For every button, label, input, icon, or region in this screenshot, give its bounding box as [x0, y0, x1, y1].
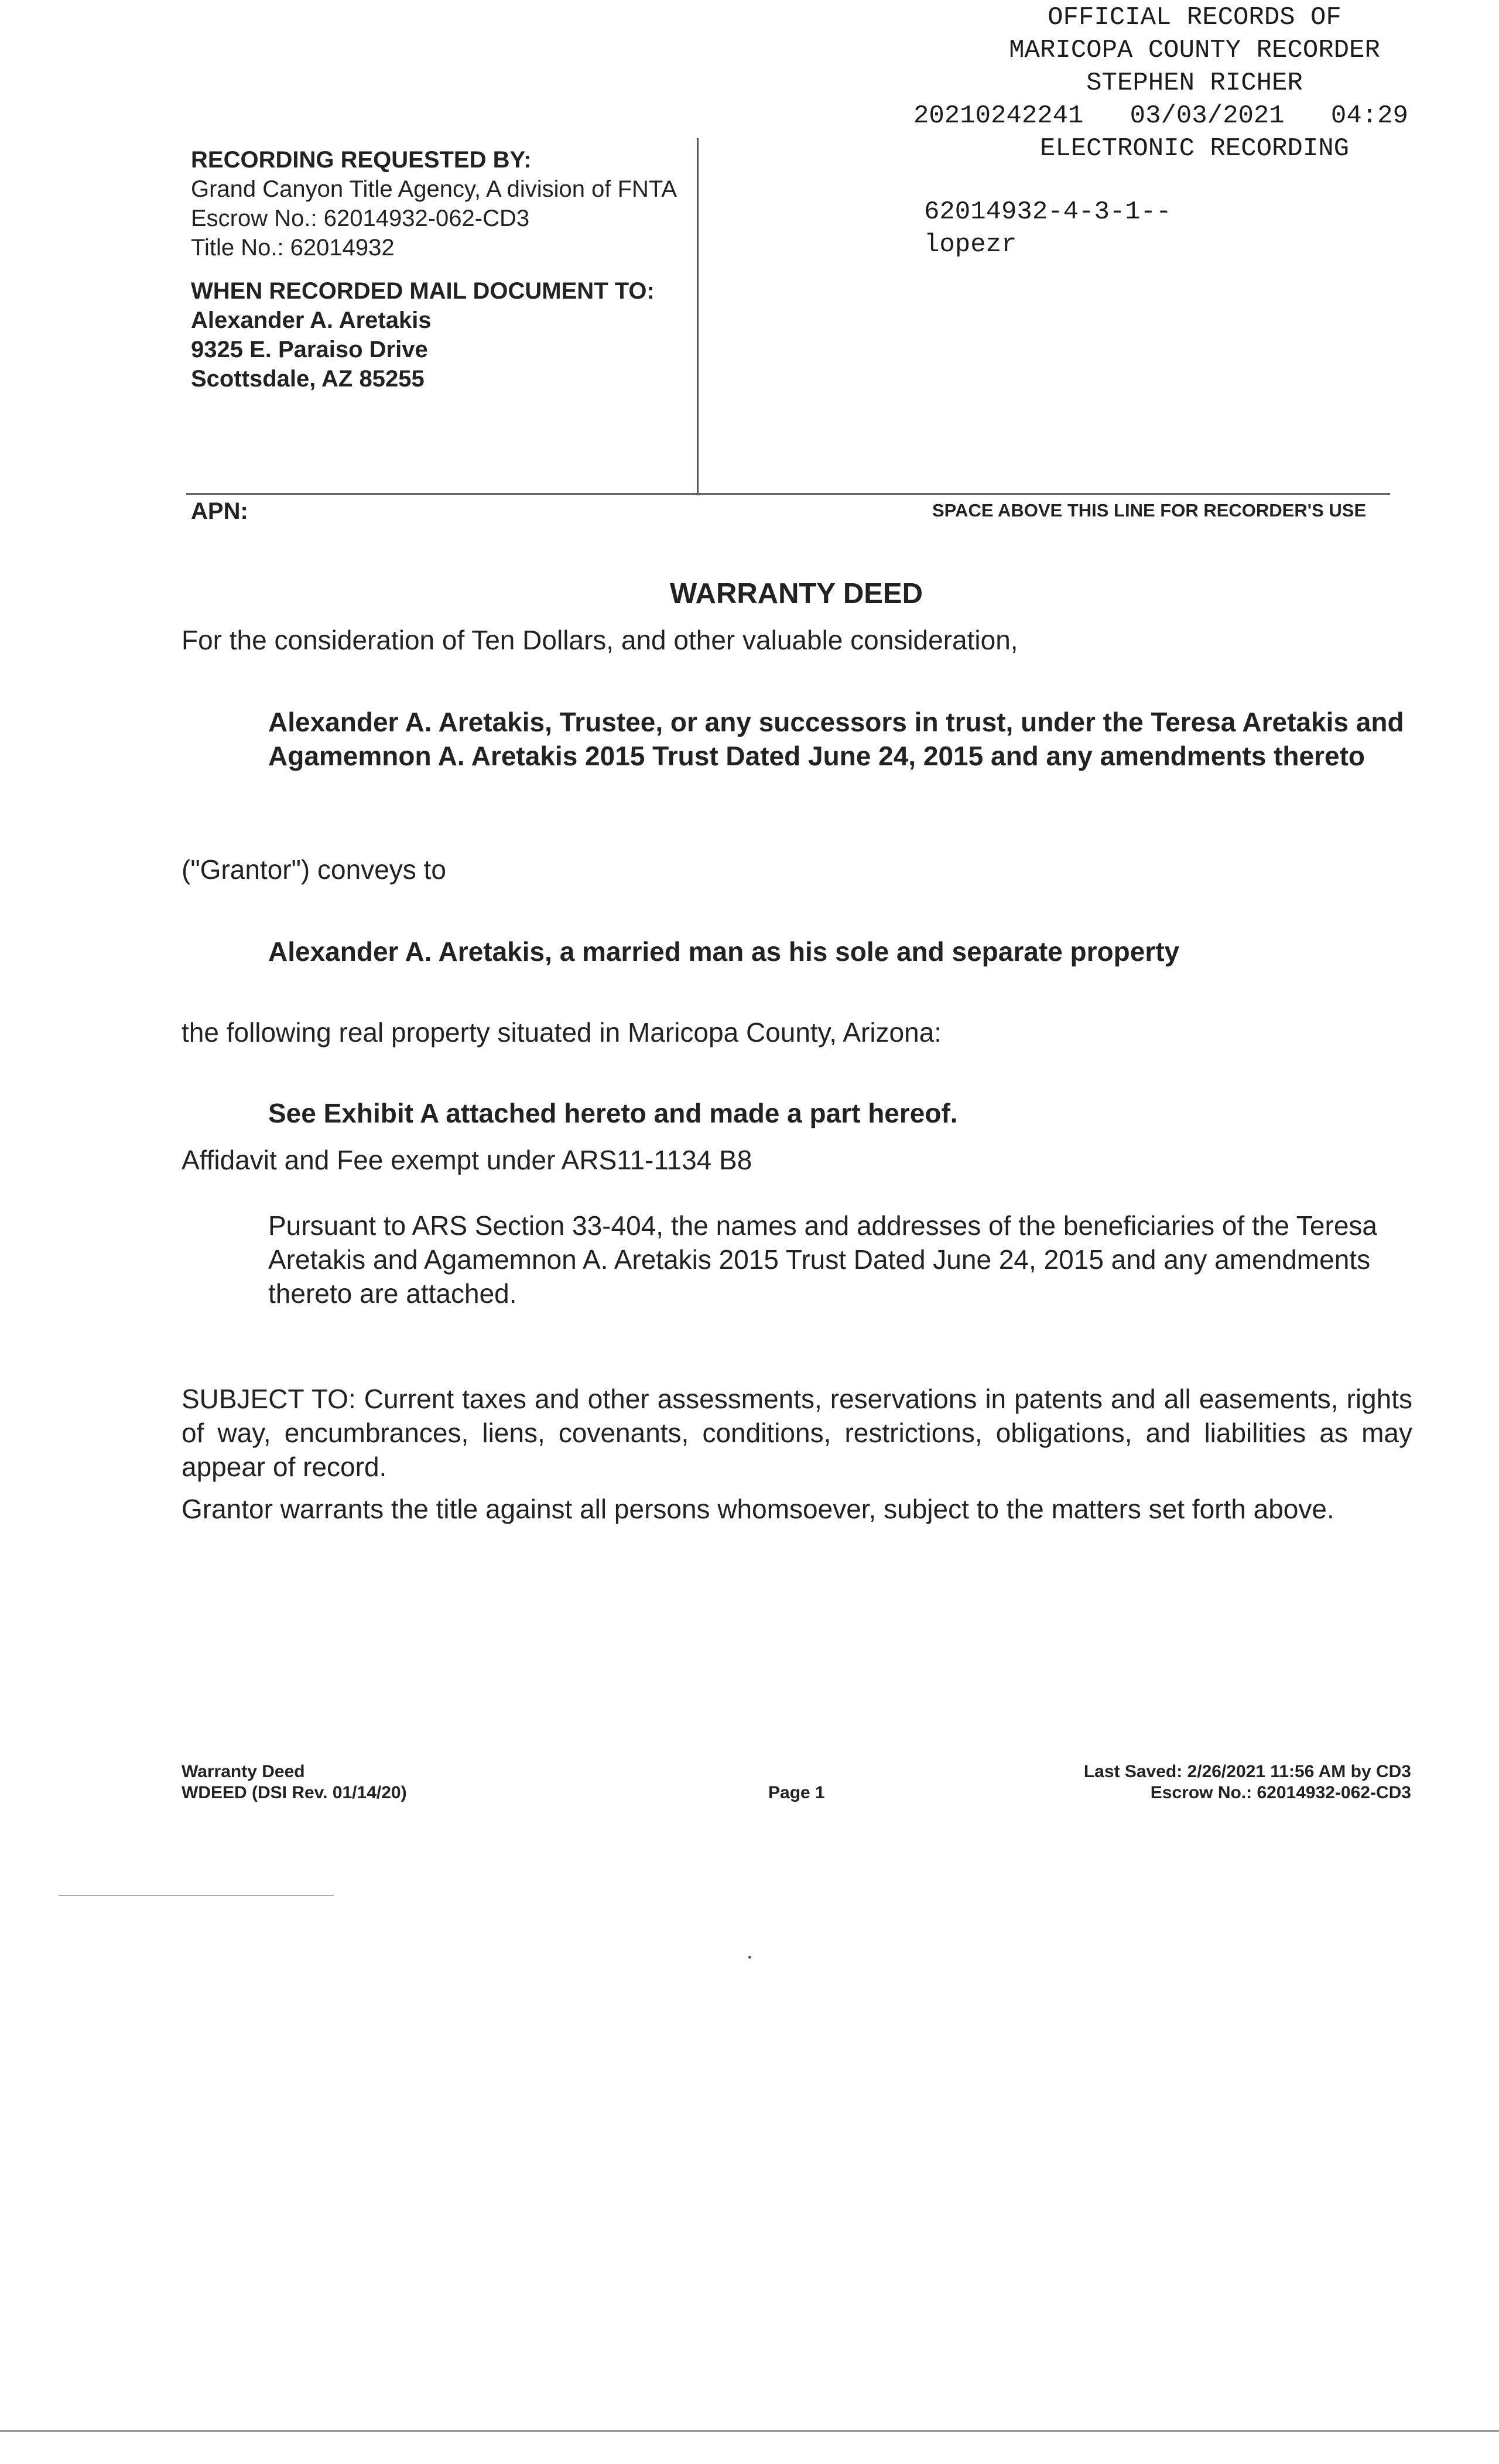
stamp-line-electronic-recording: ELECTRONIC RECORDING: [1039, 134, 1350, 163]
stamp-ref-number: 62014932-4-3-1--: [924, 197, 1172, 227]
recording-requested-heading: RECORDING REQUESTED BY:: [191, 147, 532, 173]
footer-right: [937, 1761, 1411, 1803]
mail-to-name: Alexander A. Aretakis: [191, 307, 432, 333]
document-title: WARRANTY DEED: [670, 578, 923, 610]
footer-last-saved: Last Saved: 2/26/2021 11:56 AM by CD3: [1083, 1762, 1411, 1781]
stamp-reference: [924, 196, 1171, 261]
footer-doc-name: Warranty Deed: [182, 1762, 305, 1781]
stamp-line-county-recorder: MARICOPA COUNTY RECORDER: [1009, 36, 1380, 65]
beneficiaries-clause: Pursuant to ARS Section 33-404, the names and addresses of the beneficiaries of the Teresa Aretakis and Agamemnon A. Aretakis 2015 Trust Dated June 24, 2015 and any amendments thereto are attached.: [268, 1210, 1377, 1309]
stamp-line-recording-number-date: 20210242241 03/03/2021 04:29: [913, 101, 1408, 131]
affidavit-exemption: Affidavit and Fee exempt under ARS11-1134 B8: [182, 1145, 752, 1175]
escrow-number: Escrow No.: 62014932-062-CD3: [191, 206, 530, 231]
footer-escrow-number: Escrow No.: 62014932-062-CD3: [1150, 1783, 1411, 1802]
page-bottom-edge: [0, 2430, 1499, 2432]
stamp-clerk: lopezr: [924, 230, 1017, 259]
footer-left: [182, 1761, 407, 1803]
recorder-stamp: [913, 1, 1476, 165]
exhibit-reference: See Exhibit A attached hereto and made a part hereof.: [268, 1098, 958, 1128]
consideration-clause: For the consideration of Ten Dollars, and other valuable consideration,: [182, 625, 1018, 655]
property-intro: the following real property situated in Maricopa County, Arizona:: [182, 1017, 942, 1048]
header-vertical-divider: [697, 138, 699, 495]
mail-to-heading: WHEN RECORDED MAIL DOCUMENT TO:: [191, 278, 655, 304]
footer-page-number: Page 1: [768, 1783, 825, 1802]
apn-label: APN:: [191, 498, 248, 524]
grantor-name: Alexander A. Aretakis, Trustee, or any successors in trust, under the Teresa Aretakis and Agamemnon A. Aretakis 2015 Trust Dated June 24, 2015 and any amendments thereto: [268, 707, 1404, 771]
title-number: Title No.: 62014932: [191, 235, 395, 261]
mail-to-street: 9325 E. Paraiso Drive: [191, 337, 428, 362]
requesting-agency: Grand Canyon Title Agency, A division of FNTA: [191, 176, 677, 202]
mail-to-city: Scottsdale, AZ 85255: [191, 366, 425, 392]
scan-artifact-line: [59, 1895, 334, 1896]
footer-form-code: WDEED (DSI Rev. 01/14/20): [182, 1783, 407, 1802]
conveys-clause: ("Grantor") conveys to: [182, 854, 446, 885]
stamp-line-official-records: OFFICIAL RECORDS OF: [1048, 3, 1341, 32]
scan-artifact-dot: [748, 1956, 751, 1959]
recording-request-block: [191, 145, 689, 393]
subject-to-clause: SUBJECT TO: Current taxes and other assessments, reservations in patents and all easements, rights of way, encumbrances, liens, covenants, conditions, restrictions, obligations, and liabilities as may appear of record.: [182, 1384, 1412, 1482]
warranty-clause: Grantor warrants the title against all persons whomsoever, subject to the matters set forth above.: [182, 1494, 1334, 1524]
recorder-space-divider: [186, 493, 1390, 495]
grantee-name: Alexander A. Aretakis, a married man as his sole and separate property: [268, 936, 1180, 967]
stamp-line-recorder-name: STEPHEN RICHER: [1086, 69, 1303, 98]
recorder-space-note: SPACE ABOVE THIS LINE FOR RECORDER'S USE: [932, 500, 1367, 521]
